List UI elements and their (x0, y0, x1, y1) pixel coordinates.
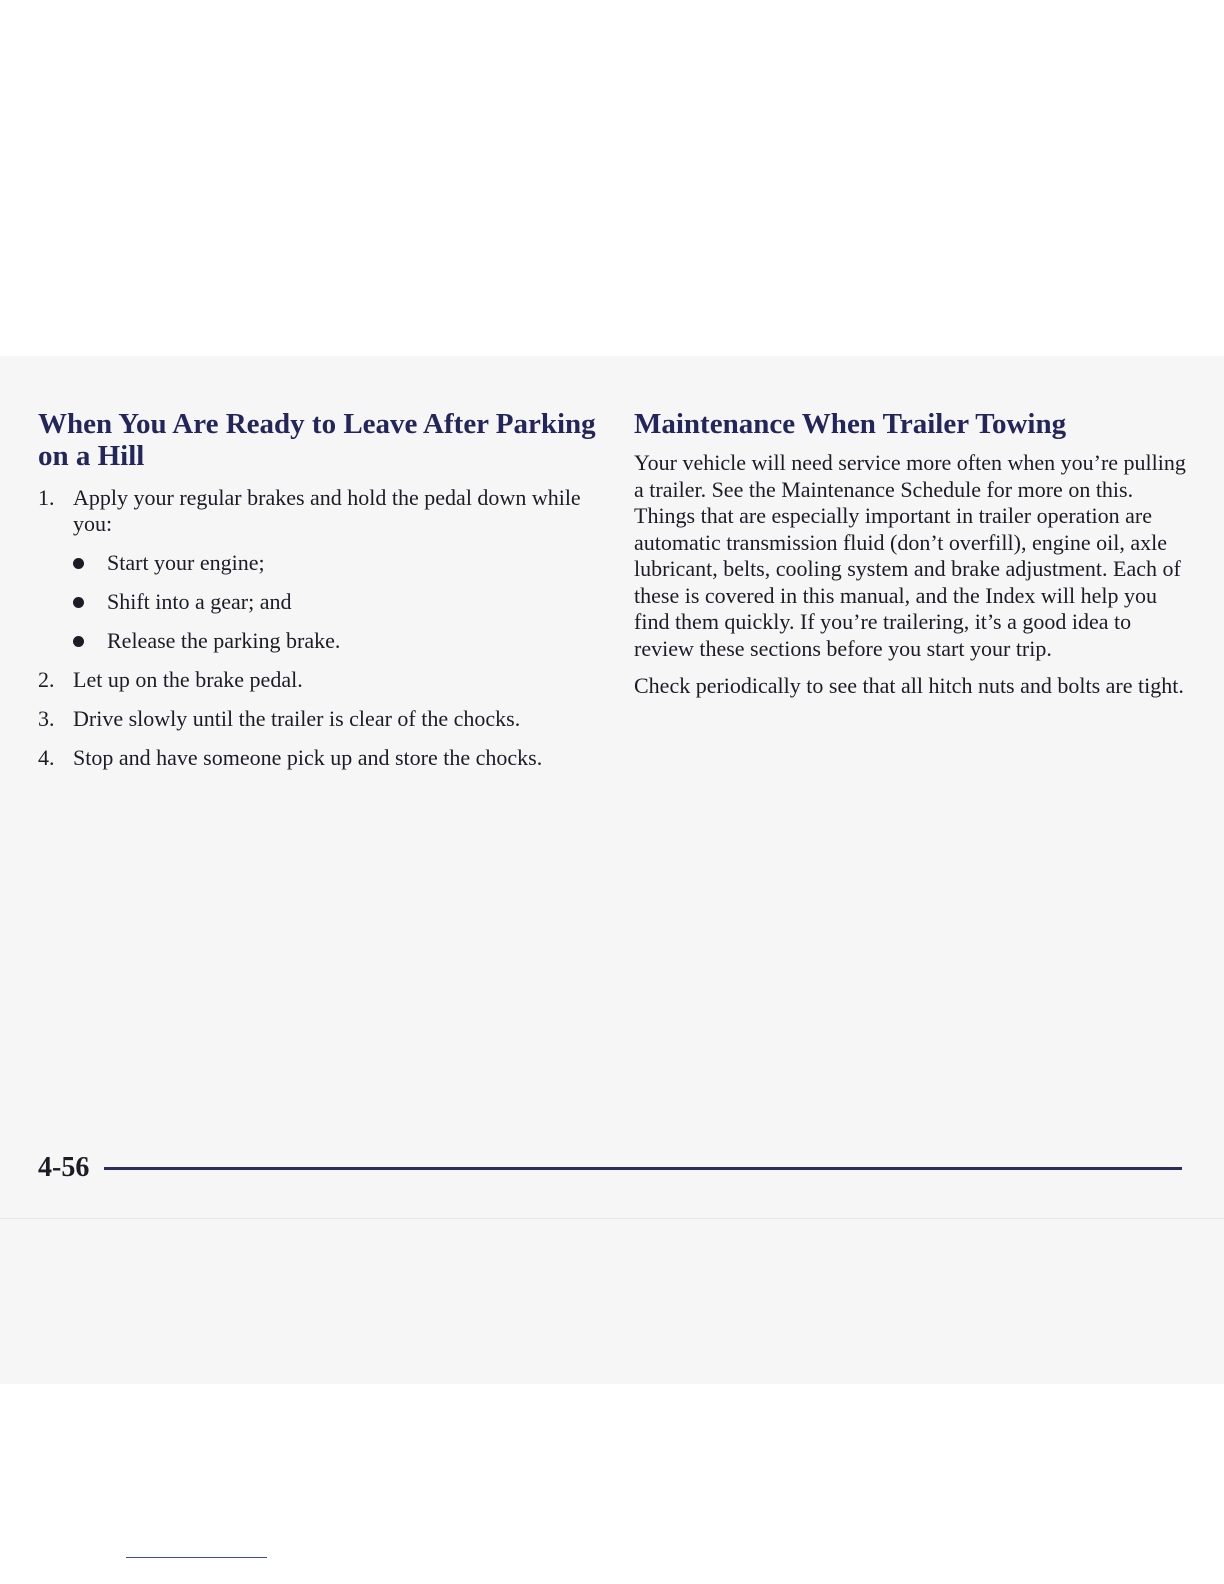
bullet-item (73, 628, 598, 654)
steps-list (38, 485, 598, 771)
bullet-icon (73, 597, 84, 608)
step-number: 4. (38, 745, 55, 770)
bullet-text: Start your engine; (107, 550, 265, 575)
link-underline (126, 1557, 267, 1558)
left-column (38, 408, 598, 784)
bullet-item (73, 589, 598, 615)
divider (0, 1218, 1224, 1219)
page-number: 4-56 (38, 1152, 90, 1183)
body-paragraph: Your vehicle will need service more often when you’re pulling a trailer. See the Maintenance Schedule for more on this. Things that are especially important in trailer operation are automatic transmission fluid (don’t overfill), engine oil, axle lubricant, belts, cooling system and brake adjustment. Each of these is covered in this manual, and the Index will help you find them quickly. If you’re trailering, it’s a good idea to review these sections before you start your trip. (634, 450, 1186, 661)
list-item-step-4 (38, 745, 598, 771)
list-item-step-1 (38, 485, 598, 654)
bullet-text: Release the parking brake. (107, 628, 341, 653)
body-paragraph: Check periodically to see that all hitch nuts and bolts are tight. (634, 673, 1184, 698)
sub-bullet-list (73, 550, 598, 654)
list-item-step-3 (38, 706, 598, 732)
footer-rule (104, 1167, 1182, 1170)
step-text: Stop and have someone pick up and store the chocks. (73, 745, 543, 770)
step-number: 2. (38, 667, 55, 692)
bullet-item (73, 550, 598, 576)
section-title-maintenance: Maintenance When Trailer Towing (634, 408, 1067, 440)
bullet-icon (73, 558, 84, 569)
list-item-step-2 (38, 667, 598, 693)
section-title-leave-hill: When You Are Ready to Leave After Parking on a Hill (38, 408, 596, 472)
step-number: 1. (38, 485, 55, 510)
step-text: Drive slowly until the trailer is clear of the chocks. (73, 706, 521, 731)
bullet-text: Shift into a gear; and (107, 589, 292, 614)
right-column (634, 408, 1190, 711)
step-text: Let up on the brake pedal. (73, 667, 303, 692)
step-text: Apply your regular brakes and hold the pedal down while you: (73, 485, 581, 536)
bullet-icon (73, 636, 84, 647)
step-number: 3. (38, 706, 55, 731)
